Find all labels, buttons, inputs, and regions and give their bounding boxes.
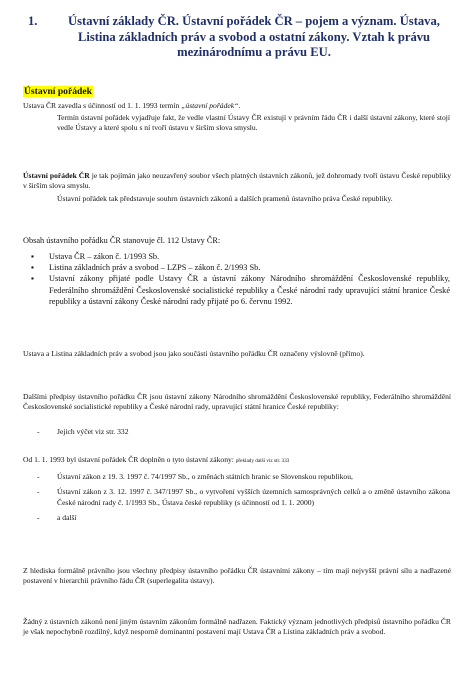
bullet-icon: ▪ xyxy=(31,274,34,284)
heading-number: 1. xyxy=(28,14,38,28)
list-item xyxy=(27,273,450,307)
dash-icon: - xyxy=(37,513,40,523)
intro-term: „ústavní pořádek“ xyxy=(181,101,239,110)
list-item-text: Jejich výčet viz str. 332 xyxy=(57,427,129,436)
list-item xyxy=(27,262,450,273)
paragraph-intro xyxy=(23,101,453,111)
list-item xyxy=(27,472,450,482)
definition-rest: je tak pojímán jako neuzavřený soubor všech platných ústavních zákonů, jež dohromady tvoří ústavu České republiky v širším slova smyslu. xyxy=(23,171,451,191)
list-item-text: a další xyxy=(57,513,77,523)
paragraph-equality: Žádný z ústavních zákonů není jiným ústavním zákonům formálně nadřazen. Faktický význam jednotlivých předpisů ústavního pořádku ČR je však nepochybně rozdílný, když nesporně dominantní postavení mají Ustava ČR a Listina základních práv a svobod. xyxy=(23,617,451,637)
list-item-text: Listina základních práv a svobod – LZPS – zákon č. 2/1993 Sb. xyxy=(49,263,261,273)
paragraph-definition xyxy=(23,171,451,192)
additions-note: překlady další viz str. 333 xyxy=(235,458,290,464)
list-item-text: Ustavní zákony přijaté podle Ustavy ČR a ústavní zákony Národního shromáždění Československé republiky, Federálního shromáždění Československé socialistické republiky a České národní rady upravující státní hranice České republiky a ústavní zákony České národní rady přijaté po 6. červnu 1992. xyxy=(49,274,450,306)
constitutional-order-list xyxy=(27,251,450,307)
chapter-heading xyxy=(28,14,458,61)
list-item xyxy=(27,513,450,523)
bullet-icon: ▪ xyxy=(31,263,34,273)
paragraph-additions xyxy=(23,455,453,466)
list-item-text: Ústavní zákon z 19. 3. 1997 č. 74/1997 Sb., o změnách státních hranic se Slovenskou republikou, xyxy=(57,472,353,481)
list-item xyxy=(27,427,447,437)
paragraph-other-laws: Dalšími předpisy ústavního pořádku ČR jsou ústavní zákony Národního shromáždění Československé republiky, Federálního shromáždění Československé socialistické republiky a České národní rady, upravující státní hranice České republiky: xyxy=(23,392,451,412)
paragraph-article-112: Obsah ústavního pořádku ČR stanovuje čl. 112 Ustavy ČR: xyxy=(23,236,221,245)
intro-end: . xyxy=(238,101,241,110)
list-item xyxy=(27,251,450,262)
dash-icon: - xyxy=(37,487,40,497)
paragraph-summary: Ústavní pořádek tak představuje souhrn ústavních zákonů a dalších pramenů ústavního práva České republiky. xyxy=(57,194,393,203)
paragraph-superlegality: Z hlediska formálně právního jsou všechny předpisy ústavního pořádku ČR ústavními zákony – tím mají nejvyšší právní sílu a nadřazené postavení v hierarchii právního řádu ČR (superlegalita ústavy). xyxy=(23,566,451,586)
intro-text: Ustava ČR zavedla s účinností od 1. 1. 1993 termín xyxy=(23,101,182,110)
paragraph-term-meaning: Termín ústavní pořádek vyjadřuje fakt, že vedle vlastní Ústavy ČR existují v právním řádu ČR i další ústavní zákony, které stojí vedle Ústavy a které spolu s ní tvoří ústavu v širším slova smyslu. xyxy=(57,113,450,133)
dash-icon: - xyxy=(37,472,40,481)
other-laws-list xyxy=(27,427,447,437)
definition-bold: Ústavní pořádek ČR xyxy=(23,171,90,180)
list-item-text: Ustava ČR – zákon č. 1/1993 Sb. xyxy=(49,252,160,261)
section-title: Ústavní pořádek xyxy=(24,86,92,97)
heading-text: Ústavní základy ČR. Ústavní pořádek ČR – pojem a význam. Ústava, Listina základních práv a svobod a ostatní zákony. Vztah k právu mezinárodnímu a právu EU. xyxy=(68,14,440,59)
paragraph-explicit: Ustava a Listina základních práv a svobod jsou jako součásti ústavního pořádku ČR označeny výslovně (přímo). xyxy=(23,349,365,358)
list-item xyxy=(27,487,450,508)
bullet-icon: ▪ xyxy=(31,252,34,261)
additions-list xyxy=(27,472,450,524)
list-item-text: Ústavní zákon z 3. 12. 1997 č. 347/1997 Sb., o vytvoření vyšších územních samosprávných celků a o změně ústavního zákona České národní rady č. 1/1993 Sb., Ústava české republiky (s účinností od 1. 1. 2000) xyxy=(57,487,450,507)
additions-text: Od 1. 1. 1993 byl ústavní pořádek ČR doplněn o tyto ústavní zákony: xyxy=(23,455,236,464)
dash-icon: - xyxy=(37,427,40,436)
